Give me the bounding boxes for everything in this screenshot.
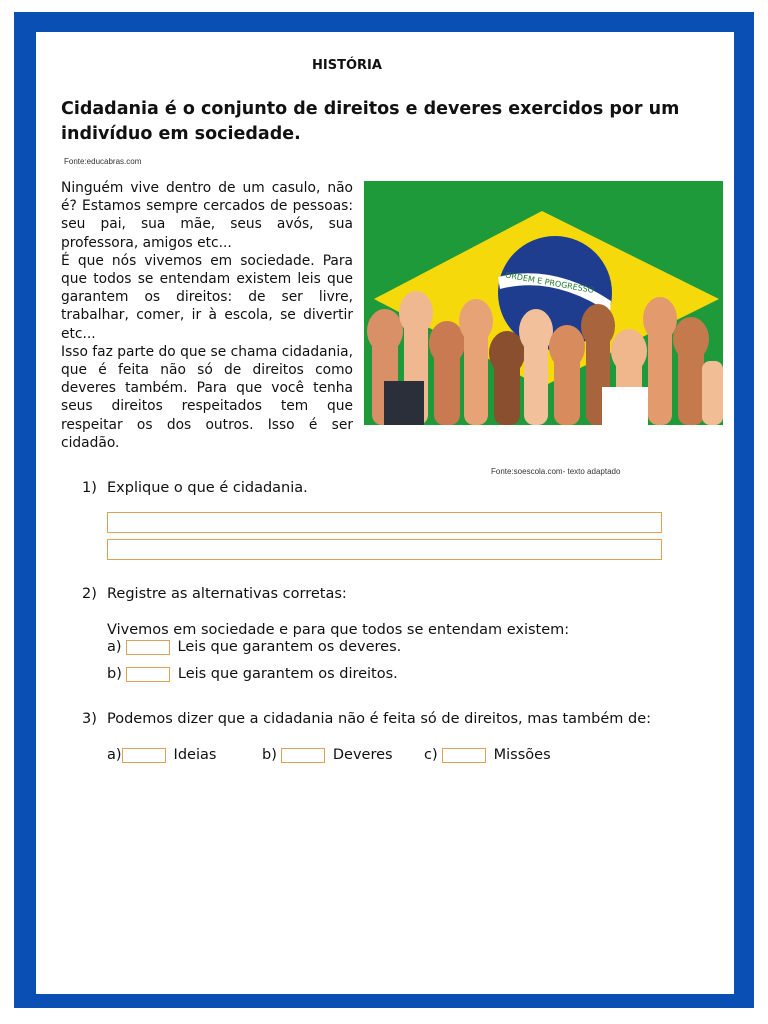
question-text: Registre as alternativas corretas: xyxy=(107,586,347,602)
option-text: Deveres xyxy=(332,747,393,763)
paragraph: Ninguém vive dentro de um casulo, não é? Estamos sempre cercados de pessoas: seu pai, sua mãe, seus avós, sua professora, amigos etc... xyxy=(61,180,353,251)
question-2-intro: Vivemos em sociedade e para que todos se entendam existem: xyxy=(107,622,570,638)
headline-source: Fonte:educabras.com xyxy=(64,157,142,166)
question-3-option-c xyxy=(424,747,551,763)
subject-title: HISTÓRIA xyxy=(312,58,382,73)
question-number: 2) xyxy=(82,586,97,602)
option-text: Leis que garantem os direitos. xyxy=(177,666,398,682)
option-text: Ideias xyxy=(173,747,217,763)
option-letter: b) xyxy=(262,747,277,763)
paragraph: É que nós vivemos em sociedade. Para que todos se entendam existem leis que garantem os direitos: de ser livre, trabalhar, comer, ir à escola, se divertir etc... xyxy=(61,252,353,342)
sleeve xyxy=(602,387,648,425)
option-checkbox[interactable] xyxy=(122,748,166,763)
option-checkbox[interactable] xyxy=(281,748,325,763)
option-text: Leis que garantem os deveres. xyxy=(177,639,402,655)
question-3 xyxy=(82,711,651,727)
sleeve xyxy=(384,381,424,425)
option-letter: c) xyxy=(424,747,438,763)
question-3-options xyxy=(107,747,551,763)
question-number: 1) xyxy=(82,480,97,496)
question-text: Podemos dizer que a cidadania não é feita só de direitos, mas também de: xyxy=(107,711,652,727)
flag-motto: ORDEM E PROGRESSO xyxy=(504,270,595,295)
option-text: Missões xyxy=(493,747,551,763)
brazil-flag-hands-image xyxy=(364,181,723,425)
question-3-option-b xyxy=(262,747,424,763)
answer-field-2[interactable] xyxy=(107,539,662,560)
question-2-option-a xyxy=(107,639,401,655)
question-1 xyxy=(82,480,308,496)
option-checkbox[interactable] xyxy=(442,748,486,763)
option-letter: a) xyxy=(107,747,122,763)
option-checkbox[interactable] xyxy=(126,667,170,682)
option-letter: a) xyxy=(107,639,122,655)
question-number: 3) xyxy=(82,711,97,727)
option-letter: b) xyxy=(107,666,122,682)
question-text: Explique o que é cidadania. xyxy=(107,480,308,496)
paragraph: Isso faz parte do que se chama cidadania, que é feita não só de direitos como deveres também. Para que você tenha seus direitos respeitados tem que respeitar os dos outros. Isso é ser cidadão. xyxy=(61,343,353,451)
option-checkbox[interactable] xyxy=(126,640,170,655)
question-2 xyxy=(82,586,347,602)
answer-field-1[interactable] xyxy=(107,512,662,533)
reading-text xyxy=(61,179,353,452)
question-3-option-a xyxy=(107,747,262,763)
headline: Cidadania é o conjunto de direitos e deveres exercidos por um indivíduo em sociedade. xyxy=(61,99,680,144)
text-source: Fonte:soescola.com- texto adaptado xyxy=(491,467,621,476)
question-2-option-b xyxy=(107,666,398,682)
